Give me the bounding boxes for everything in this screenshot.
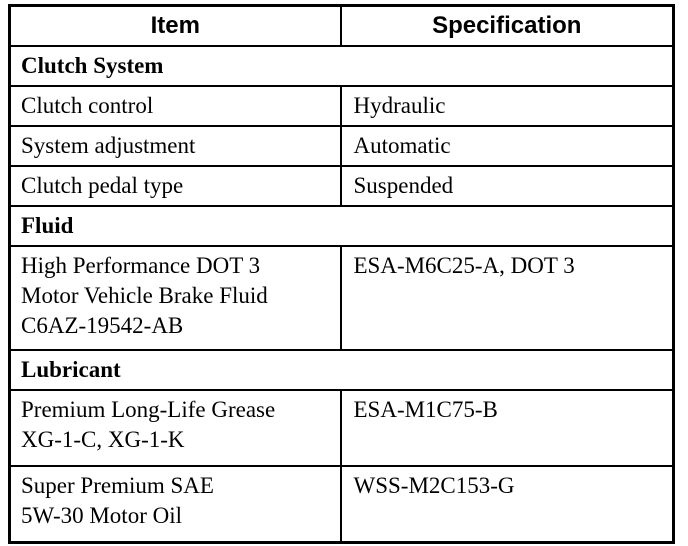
spec-cell: ESA-M1C75-B <box>341 390 674 466</box>
section-row-clutch-system <box>10 46 674 86</box>
item-cell: System adjustment <box>10 126 341 166</box>
item-cell: Clutch control <box>10 86 341 126</box>
section-title: Clutch System <box>10 46 674 86</box>
item-line: Premium Long-Life Grease <box>21 397 276 422</box>
specification-column-header: Specification <box>341 6 674 47</box>
table-row <box>10 166 674 206</box>
item-cell <box>10 466 341 543</box>
item-line: Motor Vehicle Brake Fluid <box>21 283 268 308</box>
item-line: C6AZ-19542-AB <box>21 313 184 338</box>
spec-cell: WSS-M2C153-G <box>341 466 674 543</box>
section-row-lubricant <box>10 350 674 390</box>
table-row <box>10 466 674 543</box>
table-row <box>10 246 674 350</box>
item-cell <box>10 246 341 350</box>
table-row <box>10 86 674 126</box>
table-row <box>10 390 674 466</box>
item-line: Super Premium SAE <box>21 473 214 498</box>
table-row <box>10 126 674 166</box>
section-title: Lubricant <box>10 350 674 390</box>
item-line: High Performance DOT 3 <box>21 253 261 278</box>
spec-cell: ESA-M6C25-A, DOT 3 <box>341 246 674 350</box>
spec-cell: Hydraulic <box>341 86 674 126</box>
item-cell: Clutch pedal type <box>10 166 341 206</box>
spec-cell: Suspended <box>341 166 674 206</box>
specification-table <box>8 4 675 544</box>
item-cell <box>10 390 341 466</box>
item-line: XG-1-C, XG-1-K <box>21 427 185 452</box>
header-row <box>10 6 674 47</box>
item-column-header: Item <box>10 6 341 47</box>
spec-cell: Automatic <box>341 126 674 166</box>
item-line: 5W-30 Motor Oil <box>21 503 182 528</box>
section-row-fluid <box>10 206 674 246</box>
section-title: Fluid <box>10 206 674 246</box>
